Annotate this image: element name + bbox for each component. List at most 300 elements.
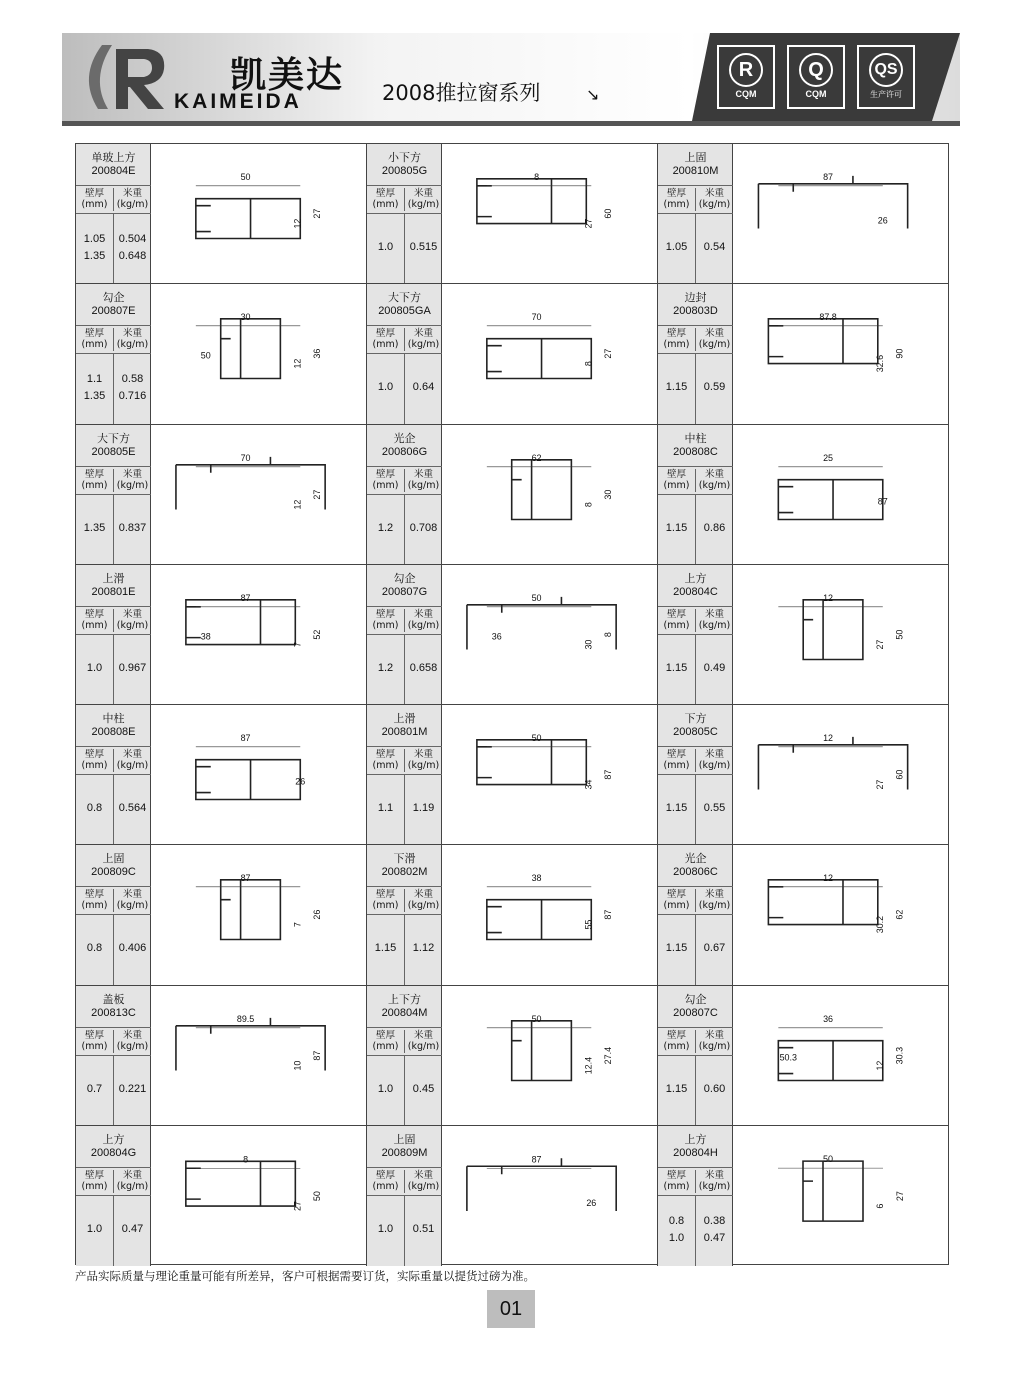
- spec-values: [658, 1055, 733, 1125]
- weight-header: 米重 (kg/m): [407, 328, 440, 351]
- profile-drawing: [151, 565, 366, 704]
- profile-grid: [75, 143, 949, 1265]
- profile-info: [658, 565, 733, 704]
- thickness-value: 1.1: [377, 802, 394, 814]
- dimension-label: 70: [240, 452, 251, 463]
- profile-name: 上固: [393, 1132, 416, 1146]
- spec-header: [76, 746, 151, 775]
- dimension-label: 87: [603, 909, 614, 920]
- profile-code: 200809C: [91, 866, 136, 879]
- profile-cell: [658, 986, 948, 1126]
- spec-header: [76, 466, 151, 495]
- profile-name: 边封: [684, 291, 707, 305]
- spec-header: [367, 886, 442, 915]
- profile-cell: [658, 144, 948, 284]
- thickness-value: 1.0: [377, 1082, 394, 1095]
- thickness-header: 壁厚 (mm): [658, 328, 696, 351]
- profile-name: 上固: [102, 852, 125, 866]
- profile-info: [76, 1126, 151, 1266]
- dimension-label: 8: [583, 361, 594, 367]
- dimension-label: 30.3: [894, 1046, 905, 1064]
- profile-name: 单玻上方: [91, 151, 136, 164]
- profile-code: 200805G: [381, 165, 428, 177]
- dimension-label: 87: [240, 732, 251, 743]
- weight-value: 0.837: [118, 521, 147, 534]
- profile-code: 200807G: [381, 585, 428, 598]
- profile-cell: [76, 565, 367, 705]
- weight-value: 0.64: [412, 381, 435, 394]
- thickness-header: 壁厚 (mm): [658, 749, 696, 772]
- profile-name: 上方: [102, 1132, 125, 1146]
- weight-header: 米重 (kg/m): [116, 328, 149, 351]
- weight-header: 米重 (kg/m): [407, 468, 440, 491]
- profile-info: [367, 144, 442, 283]
- profile-outline: [487, 339, 594, 379]
- dimension-label: 26: [295, 776, 306, 787]
- thickness-value: 1.05: [83, 233, 106, 245]
- profile-code: 200801E: [91, 585, 136, 598]
- weight-value: 0.54: [703, 241, 726, 253]
- weight-value: 0.648: [118, 250, 147, 262]
- dimension-label: 12.4: [583, 1056, 594, 1074]
- profile-code: 200804H: [673, 1146, 718, 1159]
- weight-value: 0.564: [118, 802, 147, 814]
- dimension-label: 26: [586, 1197, 597, 1208]
- profile-code: 200813C: [91, 1006, 136, 1019]
- profile-drawing: [733, 144, 948, 283]
- weight-header: 米重 (kg/m): [116, 1029, 149, 1052]
- profile-info: [367, 705, 442, 844]
- thickness-value: 1.0: [86, 1222, 103, 1235]
- profile-code: 200807E: [91, 305, 136, 318]
- profile-info: [367, 986, 442, 1125]
- profile-name: 勾企: [684, 992, 707, 1006]
- profile-info: [658, 425, 733, 564]
- dimension-label: 62: [894, 909, 905, 920]
- thickness-value: 1.15: [665, 381, 688, 394]
- profile-outline: [221, 880, 281, 940]
- cert-badge-q-cqm: Q CQM: [787, 45, 845, 109]
- thickness-header: 壁厚 (mm): [76, 889, 114, 912]
- profile-code: 200804M: [381, 1006, 428, 1019]
- profile-drawing: [151, 845, 366, 984]
- dimension-label: 7: [292, 641, 303, 647]
- profile-cell: [76, 845, 367, 985]
- profile-name: 光企: [684, 852, 707, 866]
- spec-values: [76, 213, 151, 283]
- thickness-value: 1.2: [377, 521, 394, 534]
- profile-cell: [367, 284, 658, 424]
- thickness-value: 1.0: [377, 241, 394, 253]
- dimension-label: 26: [877, 215, 888, 226]
- profile-cell: [658, 705, 948, 845]
- profile-outline: [778, 479, 882, 519]
- thickness-value: 0.8: [86, 802, 103, 814]
- dimension-label: 30: [240, 312, 251, 323]
- profile-drawing: [442, 144, 657, 283]
- profile-outline: [467, 597, 616, 650]
- thickness-header: 壁厚 (mm): [367, 1030, 405, 1053]
- thickness-value: 1.35: [83, 521, 106, 534]
- profile-outline: [512, 1020, 572, 1080]
- spec-header: [367, 606, 442, 635]
- weight-value: 0.55: [703, 802, 726, 814]
- profile-outline: [487, 900, 594, 940]
- profile-cell: [76, 1126, 367, 1266]
- profile-info: [76, 705, 151, 844]
- thickness-header: 壁厚 (mm): [658, 609, 696, 632]
- weight-value: 0.45: [412, 1082, 435, 1095]
- profile-drawing: [151, 1126, 366, 1266]
- spec-values: [658, 634, 733, 704]
- spec-values: [658, 1195, 733, 1266]
- profile-code: 200801M: [381, 726, 428, 738]
- weight-value: 0.51: [412, 1222, 435, 1235]
- profile-outline: [221, 319, 281, 379]
- thickness-header: 壁厚 (mm): [76, 469, 114, 492]
- weight-header: 米重 (kg/m): [698, 889, 731, 912]
- dimension-label: 30: [603, 489, 614, 500]
- profile-name: 光企: [393, 431, 416, 445]
- dimension-label: 10: [292, 1060, 303, 1071]
- profile-code: 200805GA: [378, 305, 431, 318]
- dimension-label: 6: [875, 1203, 885, 1209]
- thickness-header: 壁厚 (mm): [367, 609, 405, 632]
- weight-value: 1.19: [412, 802, 435, 814]
- profile-name: 小下方: [388, 151, 421, 164]
- dimension-label: 34: [583, 779, 594, 790]
- profile-code: 200804C: [673, 585, 718, 598]
- thickness-header: 壁厚 (mm): [367, 188, 405, 211]
- profile-outline: [196, 760, 300, 800]
- thickness-value: 1.05: [665, 241, 688, 253]
- profile-drawing: [442, 845, 657, 984]
- spec-values: [658, 914, 733, 984]
- spec-values: [658, 213, 733, 283]
- profile-drawing: [151, 986, 366, 1125]
- dimension-label: 7: [292, 922, 303, 928]
- spec-header: [367, 746, 442, 775]
- dimension-label: 12: [292, 218, 303, 229]
- dimension-label: 87: [603, 769, 614, 780]
- weight-value: 0.515: [409, 241, 438, 253]
- profile-code: 200804G: [90, 1146, 137, 1159]
- dimension-label: 27: [312, 489, 323, 500]
- profile-drawing: [442, 425, 657, 564]
- dimension-label: 87: [531, 1154, 542, 1165]
- weight-header: 米重 (kg/m): [407, 188, 440, 210]
- spec-values: [367, 914, 442, 984]
- profile-drawing: [442, 565, 657, 704]
- profile-outline: [758, 737, 907, 790]
- thickness-header: 壁厚 (mm): [658, 188, 696, 211]
- dimension-label: 8: [583, 501, 594, 507]
- dimension-label: 12: [292, 358, 303, 369]
- spec-header: [76, 325, 151, 354]
- thickness-value: 0.7: [86, 1082, 103, 1095]
- profile-drawing: [733, 1126, 948, 1266]
- dimension-label: 36: [312, 348, 323, 359]
- spec-values: [658, 774, 733, 844]
- profile-name: 盖板: [102, 992, 125, 1006]
- profile-info: [658, 845, 733, 984]
- dimension-label: 32.6: [874, 355, 885, 373]
- dimension-label: 8: [534, 171, 540, 182]
- weight-header: 米重 (kg/m): [698, 328, 731, 351]
- thickness-value: 1.15: [665, 942, 688, 955]
- profile-code: 200806C: [673, 866, 718, 879]
- profile-drawing: [733, 986, 948, 1125]
- series-title: 2008推拉窗系列: [382, 81, 541, 105]
- profile-code: 200805E: [91, 445, 136, 458]
- thickness-value: 1.0: [668, 1231, 685, 1244]
- thickness-header: 壁厚 (mm): [367, 1170, 405, 1193]
- dimension-label: 50: [822, 1153, 834, 1164]
- spec-values: [76, 774, 151, 844]
- spec-values: [367, 1195, 442, 1266]
- spec-values: [76, 494, 151, 564]
- dimension-label: 36: [823, 1013, 834, 1024]
- profile-info: [367, 845, 442, 984]
- weight-header: 米重 (kg/m): [407, 749, 440, 771]
- dimension-label: 8: [603, 631, 614, 637]
- profile-outline: [803, 600, 863, 660]
- profile-name: 下方: [684, 712, 707, 725]
- profile-drawing: [442, 1126, 657, 1266]
- profile-name: 上滑: [393, 712, 416, 725]
- weight-value: 0.658: [409, 661, 438, 674]
- thickness-header: 壁厚 (mm): [367, 469, 405, 492]
- weight-header: 米重 (kg/m): [116, 608, 149, 631]
- profile-info: [367, 284, 442, 423]
- profile-drawing: [733, 565, 948, 704]
- thickness-header: 壁厚 (mm): [658, 889, 696, 912]
- weight-header: 米重 (kg/m): [116, 188, 149, 210]
- brand-name-cn: 凯美达: [230, 55, 345, 96]
- thickness-value: 1.15: [665, 661, 688, 674]
- dimension-label: 50: [312, 1190, 323, 1201]
- profile-cell: [367, 845, 658, 985]
- page-header: [62, 33, 960, 126]
- profile-code: 200806G: [381, 445, 428, 458]
- profile-drawing: [151, 284, 366, 423]
- dimension-label: 50: [200, 350, 211, 361]
- dimension-label: 27.4: [603, 1046, 614, 1064]
- weight-value: 0.504: [118, 233, 147, 245]
- weight-value: 0.47: [121, 1222, 144, 1235]
- profile-drawing: [151, 144, 366, 283]
- weight-value: 0.60: [703, 1082, 726, 1095]
- spec-values: [658, 353, 733, 423]
- profile-name: 上固: [684, 151, 707, 164]
- spec-values: [367, 634, 442, 704]
- weight-header: 米重 (kg/m): [698, 468, 731, 491]
- profile-drawing: [733, 705, 948, 844]
- weight-header: 米重 (kg/m): [407, 1029, 440, 1052]
- thickness-value: 1.0: [86, 661, 103, 674]
- profile-cell: [76, 986, 367, 1126]
- profile-cell: [76, 284, 367, 424]
- dimension-label: 27: [895, 1190, 905, 1201]
- arrow-icon: ↘: [586, 87, 600, 104]
- weight-value: 0.67: [703, 942, 726, 955]
- profile-drawing: [442, 705, 657, 844]
- dimension-label: 60: [603, 208, 614, 219]
- dimension-label: 87: [823, 171, 834, 182]
- profile-name: 下滑: [393, 852, 416, 866]
- profile-drawing: [151, 425, 366, 564]
- profile-info: [658, 705, 733, 844]
- dimension-label: 27: [583, 218, 594, 229]
- profile-name: 上方: [684, 1132, 707, 1146]
- footnote: 产品实际质量与理论重量可能有所差异，客户可根据需要订货，实际重量以提货过磅为准。: [75, 1269, 535, 1283]
- profile-drawing: [733, 284, 948, 423]
- profile-outline: [196, 199, 303, 239]
- dimension-label: 27: [312, 208, 323, 219]
- thickness-value: 1.0: [377, 381, 394, 394]
- spec-values: [76, 1195, 151, 1266]
- dimension-label: 30.2: [874, 916, 885, 934]
- weight-value: 0.49: [703, 661, 726, 674]
- profile-info: [658, 986, 733, 1125]
- dimension-label: 55: [583, 919, 594, 930]
- thickness-header: 壁厚 (mm): [76, 749, 114, 772]
- spec-header: [658, 606, 733, 635]
- profile-cell: [367, 986, 658, 1126]
- profile-info: [76, 845, 151, 984]
- profile-outline: [176, 456, 325, 509]
- profile-info: [76, 986, 151, 1125]
- thickness-value: 1.15: [374, 942, 397, 955]
- weight-value: 1.12: [412, 942, 435, 955]
- weight-header: 米重 (kg/m): [116, 749, 149, 771]
- dimension-label: 87: [240, 592, 251, 603]
- dimension-label: 50: [531, 732, 542, 743]
- profile-code: 200808E: [91, 726, 136, 738]
- thickness-value: 1.0: [377, 1222, 394, 1235]
- dimension-label: 50: [531, 1013, 542, 1024]
- profile-cell: [367, 705, 658, 845]
- profile-code: 200803D: [673, 305, 718, 318]
- profile-cell: [658, 425, 948, 565]
- spec-header: [658, 886, 733, 915]
- profile-drawing: [442, 284, 657, 423]
- weight-value: 0.47: [703, 1231, 726, 1244]
- dimension-label: 12: [292, 499, 303, 510]
- spec-header: [658, 466, 733, 495]
- profile-outline: [803, 1161, 863, 1221]
- weight-header: 米重 (kg/m): [407, 608, 440, 631]
- profile-cell: [76, 705, 367, 845]
- profile-code: 200802M: [381, 866, 428, 879]
- spec-header: [76, 185, 151, 214]
- profile-info: [658, 1126, 733, 1266]
- profile-cell: [367, 425, 658, 565]
- weight-header: 米重 (kg/m): [698, 188, 731, 210]
- profile-name: 勾企: [393, 571, 416, 585]
- profile-info: [76, 284, 151, 423]
- spec-header: [658, 746, 733, 775]
- profile-info: [367, 565, 442, 704]
- dimension-label: 12: [823, 732, 834, 743]
- dimension-label: 50: [531, 592, 542, 603]
- profile-info: [658, 144, 733, 283]
- weight-header: 米重 (kg/m): [698, 749, 731, 771]
- weight-value: 0.38: [703, 1214, 726, 1227]
- thickness-value: 0.8: [668, 1214, 685, 1227]
- spec-header: [658, 1167, 733, 1196]
- thickness-value: 0.8: [86, 942, 103, 955]
- spec-header: [367, 1027, 442, 1056]
- thickness-header: 壁厚 (mm): [76, 1030, 114, 1053]
- weight-header: 米重 (kg/m): [116, 1169, 149, 1192]
- weight-header: 米重 (kg/m): [407, 889, 440, 912]
- dimension-label: 87: [877, 496, 888, 507]
- weight-header: 米重 (kg/m): [698, 1029, 731, 1052]
- profile-outline: [512, 459, 572, 519]
- dimension-label: 50: [240, 171, 251, 182]
- profile-cell: [367, 1126, 658, 1266]
- profile-cell: [76, 425, 367, 565]
- profile-info: [367, 1126, 442, 1266]
- dimension-label: 38: [531, 873, 542, 884]
- profile-cell: [367, 565, 658, 705]
- thickness-header: 壁厚 (mm): [76, 1170, 114, 1193]
- thickness-header: 壁厚 (mm): [658, 1170, 696, 1193]
- dimension-label: 12: [823, 592, 834, 603]
- thickness-value: 1.35: [83, 390, 106, 403]
- spec-header: [367, 185, 442, 214]
- profile-info: [76, 144, 151, 283]
- dimension-label: 87: [240, 873, 251, 884]
- thickness-header: 壁厚 (mm): [367, 328, 405, 351]
- profile-code: 200804E: [91, 165, 136, 177]
- spec-values: [367, 494, 442, 564]
- dimension-label: 50: [894, 629, 905, 640]
- spec-values: [76, 1055, 151, 1125]
- profile-cell: [658, 845, 948, 985]
- dimension-label: 12: [874, 1060, 885, 1071]
- cert-badge-qs: QS 生产许可: [857, 45, 915, 109]
- thickness-header: 壁厚 (mm): [76, 609, 114, 632]
- dimension-label: 12: [823, 873, 834, 884]
- dimension-label: 60: [894, 769, 905, 780]
- thickness-header: 壁厚 (mm): [76, 188, 114, 211]
- weight-header: 米重 (kg/m): [116, 468, 149, 491]
- spec-header: [76, 886, 151, 915]
- dimension-label: 30: [583, 639, 594, 650]
- spec-values: [658, 494, 733, 564]
- thickness-value: 1.35: [83, 250, 106, 262]
- profile-drawing: [733, 425, 948, 564]
- weight-header: 米重 (kg/m): [116, 889, 149, 912]
- dimension-label: 27: [292, 1200, 303, 1211]
- weight-value: 0.58: [121, 373, 144, 386]
- weight-value: 0.406: [118, 942, 147, 955]
- dimension-label: 36: [491, 631, 502, 642]
- thickness-header: 壁厚 (mm): [76, 328, 114, 351]
- spec-values: [76, 634, 151, 704]
- thickness-header: 壁厚 (mm): [367, 889, 405, 912]
- weight-value: 0.221: [118, 1082, 147, 1095]
- profile-info: [367, 425, 442, 564]
- profile-name: 上方: [684, 571, 707, 585]
- profile-cell: [367, 144, 658, 284]
- profile-cell: [76, 144, 367, 284]
- dimension-label: 8: [243, 1154, 249, 1165]
- page-number: 01: [487, 1290, 535, 1328]
- thickness-value: 1.15: [665, 1082, 688, 1095]
